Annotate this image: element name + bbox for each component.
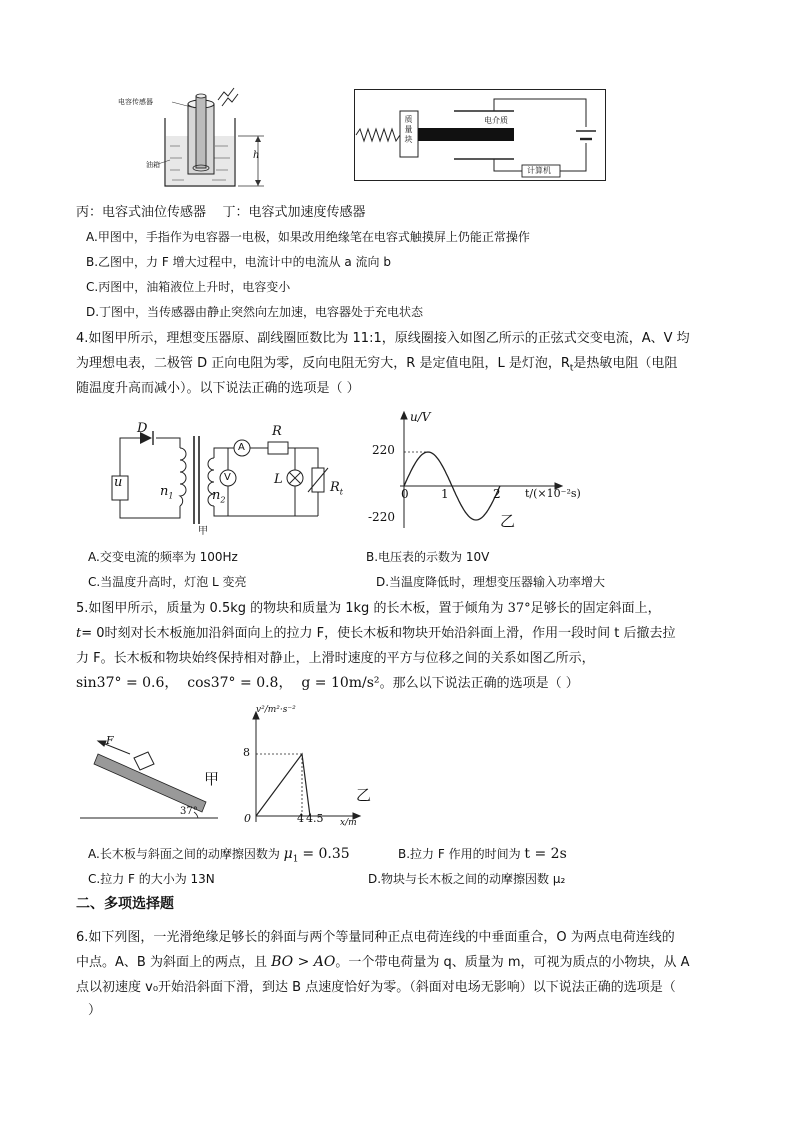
mass-block-label: 质 量 块 [404,115,413,144]
q4-option-c: C.当温度升高时，灯泡 L 变亮 [88,575,247,589]
figure-caption-line: 丙：电容式油位传感器 丁：电容式加速度传感器 [76,205,366,220]
n2-label: $n_2$ [212,488,226,505]
q3-option-d: D.丁图中，当传感器由静止突然向左加速，电容器处于充电状态 [86,305,424,319]
q5-line-4: sin37° = 0.6， cos37° = 0.8， g = 10m/s²。那么以下说法正确的选项是（ ） [76,675,579,691]
q6-line-1: 6.如下列图，一光滑绝缘足够长的斜面与两个等量同种正点电荷连线的中垂面重合，O 为两点电荷连线的 [76,930,675,945]
incline-angle-label: 37° [180,806,198,817]
ammeter-label: A [238,442,245,453]
source-u-label: u [114,475,123,490]
graph-t-label: t/(×10⁻²s) [525,487,581,500]
x-tick-4: 4 [297,812,304,825]
graph-yi-label-q5: 乙 [356,786,372,804]
resistor-r-label: R [272,424,282,439]
q3-option-c: C.丙图中，油箱液位上升时，电容变小 [86,280,291,294]
q6-line-4: ） [88,1003,102,1018]
lamp-l-label: L [274,472,283,487]
voltmeter-label: V [224,472,231,483]
thermistor-label: $R_t$ [330,480,344,497]
v2-tick-8: 8 [243,746,250,759]
q5-option-c: C.拉力 F 的大小为 13N [88,872,215,886]
q4-voltage-graph [360,408,620,538]
oil-level-sensor-figure [140,86,270,194]
x-tick-4-5: 4.5 [306,812,324,825]
q5-line-3: 力 F。长木板和物块始终保持相对静止，上滑时速度的平方与位移之间的关系如图乙所示， [76,651,595,666]
oil-tank-label: 油箱 [146,161,160,169]
q3-option-a: A.甲图中，手指作为电容器一电极，如果改用绝缘笔在电容式触摸屏上仍能正常操作 [86,230,530,244]
height-label: h [253,150,260,161]
q5-v2-x-graph [240,704,370,830]
q4-line-3: 随温度升高而减小）。以下说法正确的选项是（ ） [76,381,360,396]
q5-option-b: B.拉力 F 作用的时间为 t = 2s [398,846,567,862]
q4-line-1: 4.如图甲所示，理想变压器原、副线圈匝数比为 11:1，原线圈接入如图乙所示的正弦式交变电流，A、V 均 [76,331,690,346]
graph-tick-1: 1 [441,487,449,501]
q4-line-2: 为理想电表，二极管 D 正向电阻为零，反向电阻无穷大，R 是定值电阻，L 是灯泡，$R_t$是热敏电阻（电阻 [76,356,678,374]
graph-ymax: 220 [372,443,395,457]
q4-option-a: A.交变电流的频率为 100Hz [88,550,238,564]
q4-option-b: B.电压表的示数为 10V [366,550,490,564]
graph-u-label: u/V [410,410,431,424]
computer-label: 计算机 [527,166,551,175]
incline-jia-label: 甲 [204,770,220,788]
q5-line-1: 5.如图甲所示，质量为 0.5kg 的物块和质量为 1kg 的长木板，置于倾角为 37°足够长的固定斜面上， [76,601,661,616]
v2-origin: 0 [244,812,251,825]
acceleration-sensor-figure [354,89,606,181]
q6-line-3: 点以初速度 v₀开始沿斜面下滑，到达 B 点速度恰好为零。（斜面对电场无影响）以下说法正确的选项是（ [76,980,676,995]
q5-option-a: A.长木板与斜面之间的动摩擦因数为 $\mu_1 = 0.35$ [88,846,350,865]
diode-label: D [137,421,148,436]
x-axis-label: x/m [340,818,357,828]
capacitor-sensor-label: 电容传感器 [118,98,153,106]
q5-line-2: t= 0时刻对长木板施加沿斜面向上的拉力 F，使长木板和物块开始沿斜面上滑，作用一段时间 t 后撤去拉 [76,626,676,641]
q6-line-2: 中点。A、B 为斜面上的两点，且 BO > AO。一个带电荷量为 q、质量为 m，可视为质点的小物块，从 A [76,954,690,970]
force-f-label: F [106,734,114,747]
circuit-jia-label: 甲 [198,526,208,537]
graph-tick-2: 2 [493,487,501,501]
n1-label: $n_1$ [160,484,174,501]
q5-option-d: D.物块与长木板之间的动摩擦因数 μ₂ [368,872,566,886]
q4-option-d: D.当温度降低时，理想变压器输入功率增大 [376,575,606,589]
v2-axis-label: v²/m²·s⁻² [256,705,296,715]
q4-circuit-figure [100,418,332,536]
graph-tick-0: 0 [401,487,409,501]
dielectric-label: 电介质 [484,116,508,125]
graph-yi-label: 乙 [500,512,516,530]
graph-ymin: -220 [368,510,395,524]
q3-option-b: B.乙图中，力 F 增大过程中，电流计中的电流从 a 流向 b [86,255,391,269]
section-heading-multi-choice: 二、多项选择题 [76,896,174,912]
